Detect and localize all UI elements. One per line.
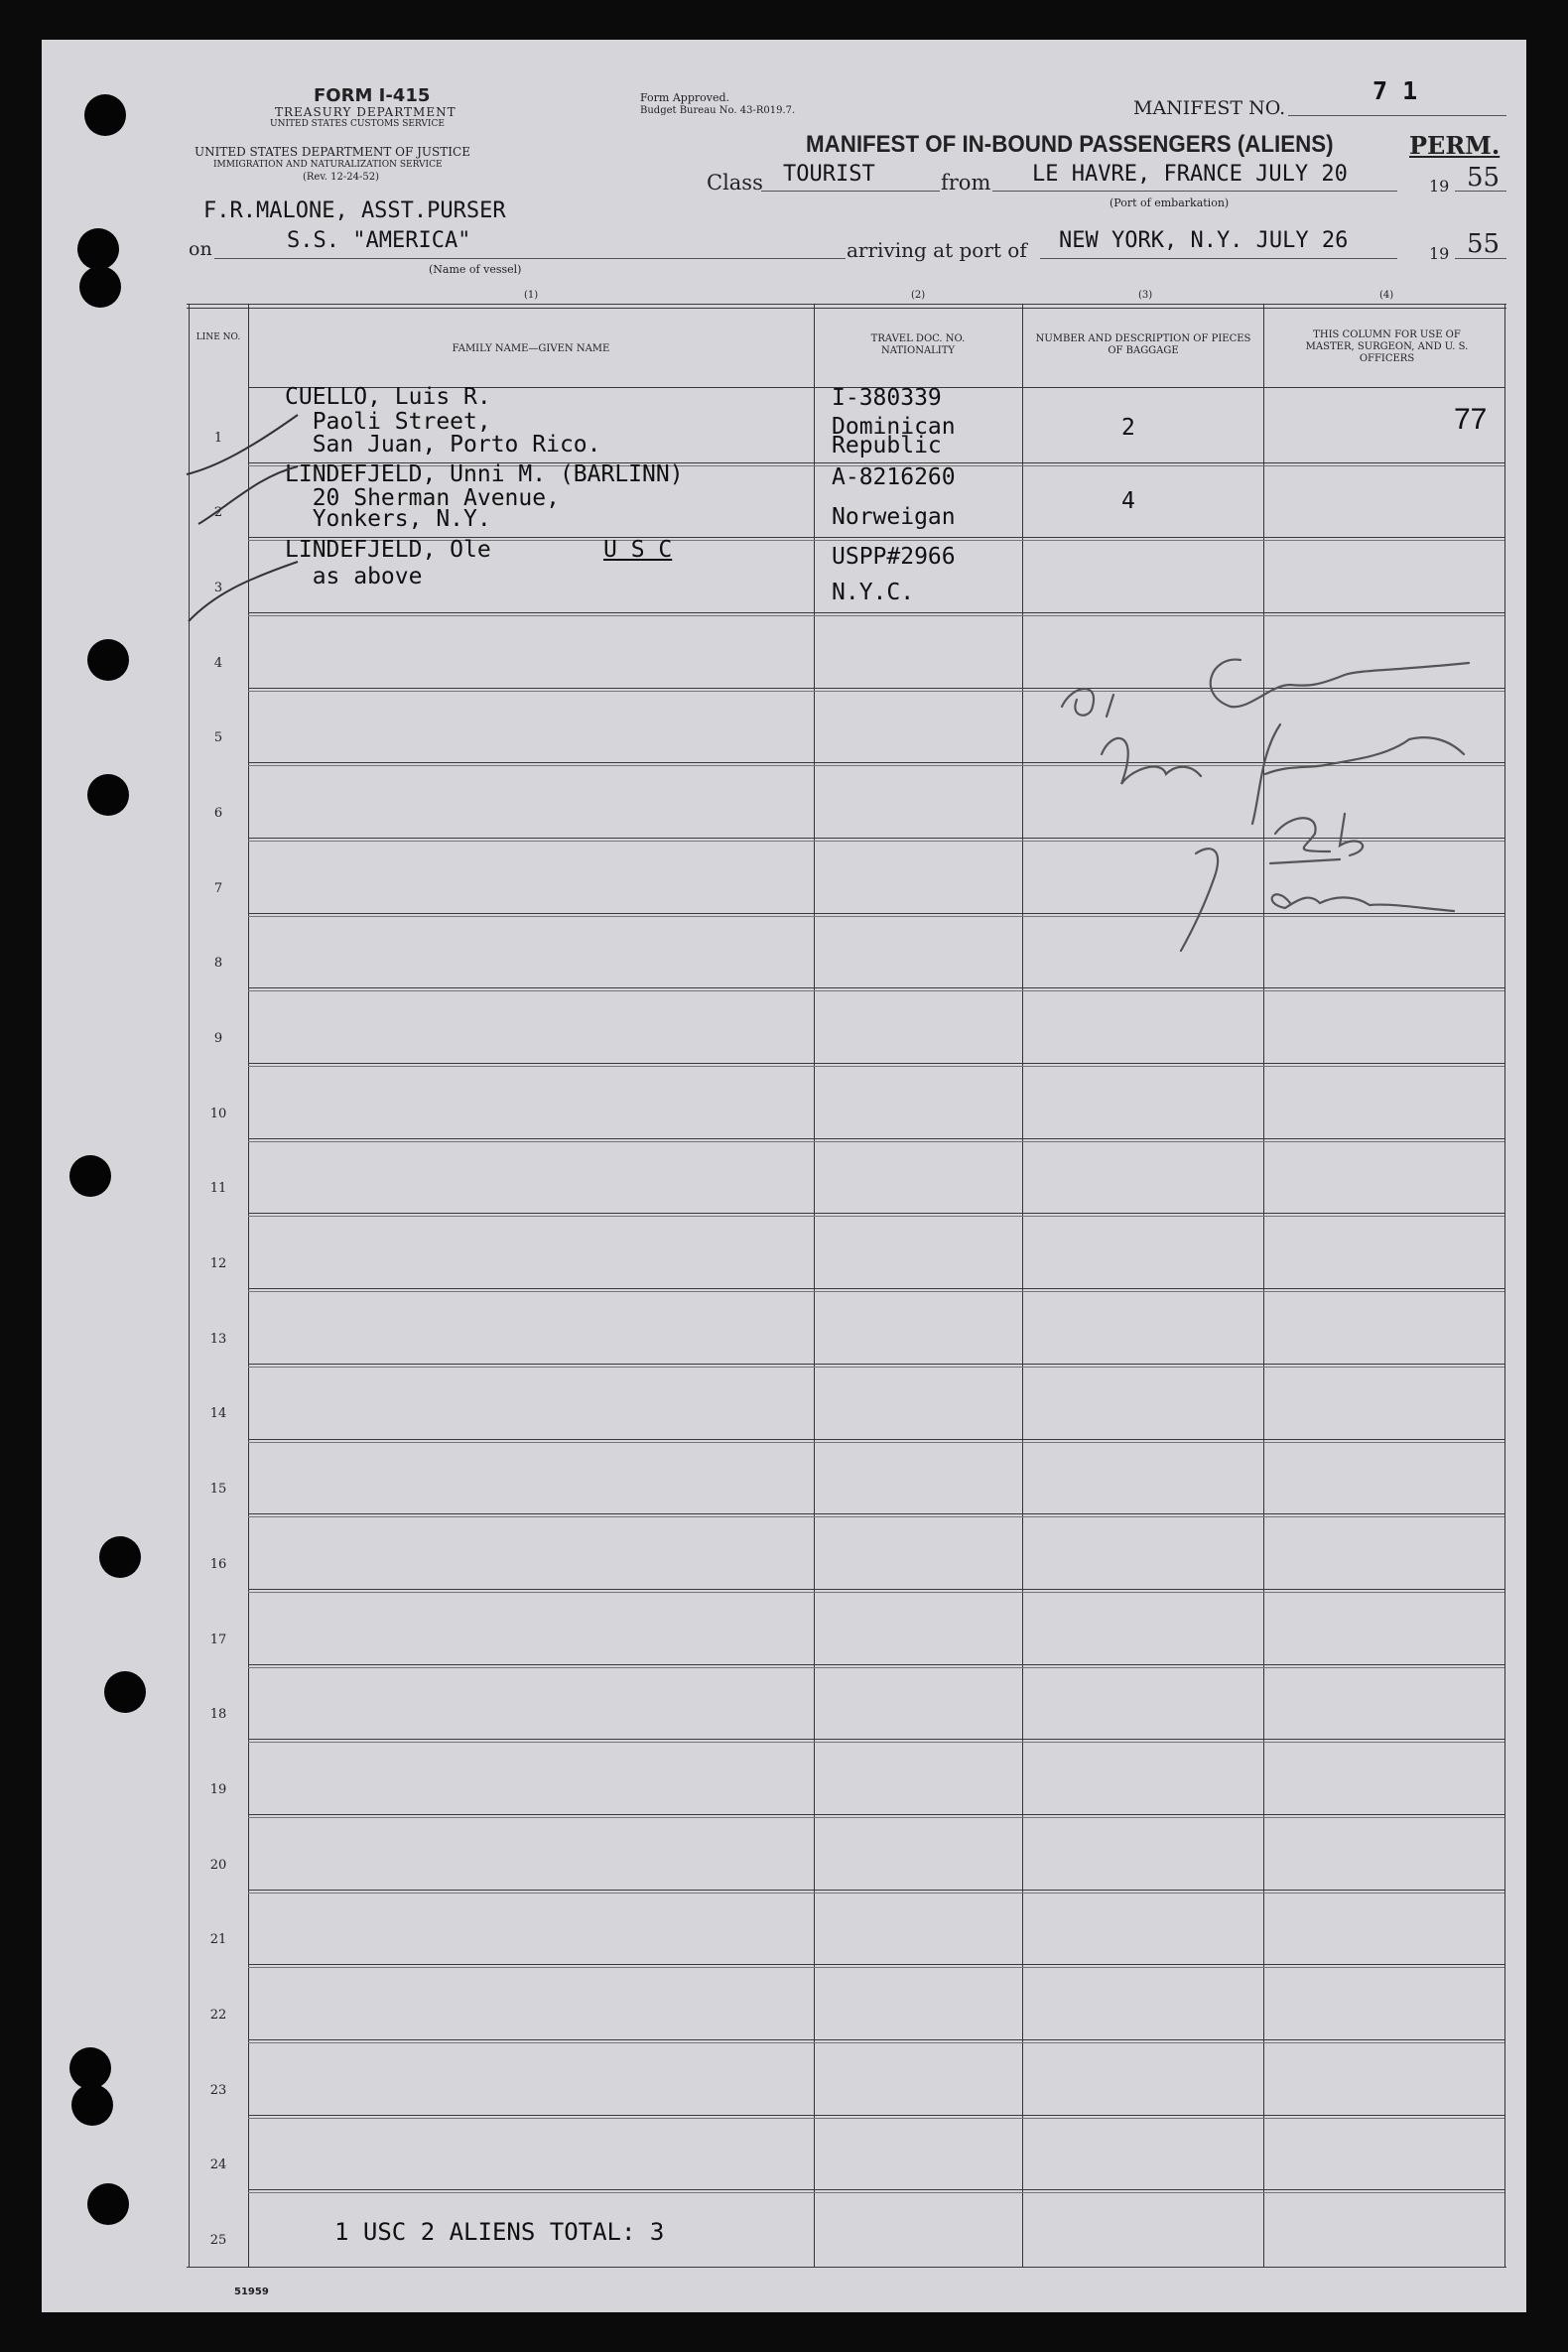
class-label: Class (707, 171, 763, 195)
entry-2-address-2: Yonkers, N.Y. (285, 506, 491, 532)
line-number: 16 (209, 1556, 227, 1572)
vessel-name-label: (Name of vessel) (429, 263, 522, 276)
line-number: 11 (209, 1181, 227, 1197)
line-number: 12 (209, 1256, 227, 1272)
total-summary: 1 USC 2 ALIENS TOTAL: 3 (334, 2218, 665, 2246)
entry-2-name: LINDEFJELD, Unni M. (BARLINN) (285, 461, 684, 487)
line-number: 3 (213, 580, 223, 595)
form-approved: Form Approved. (640, 91, 730, 104)
year-prefix-1: 19 (1429, 177, 1450, 196)
line-number: 18 (209, 1707, 227, 1723)
entry-1-nationality-1: Dominican (832, 414, 956, 440)
line-number: 7 (213, 880, 223, 896)
line-number: 4 (213, 655, 223, 671)
col-num-1: (1) (524, 290, 539, 301)
manifest-title-perm: PERM. (1409, 131, 1501, 160)
footer-form-code: 51959 (234, 2287, 269, 2297)
line-number: 8 (213, 956, 223, 972)
manifest-no-label: MANIFEST NO. (1133, 97, 1286, 119)
arriving-label: arriving at port of (847, 238, 1027, 262)
entry-3-citizen-tag: U S C (603, 537, 673, 563)
line-number: 22 (209, 2007, 227, 2023)
budget-bureau: Budget Bureau No. 43-R019.7. (640, 105, 796, 116)
entry-2-baggage: 4 (1121, 488, 1135, 514)
entry-3-doc-no: USPP#2966 (832, 544, 956, 570)
line-number: 20 (209, 1857, 227, 1873)
line-number: 2 (213, 505, 223, 521)
line-number: 1 (213, 430, 223, 446)
form-number: FORM I-415 (314, 85, 431, 106)
entry-1-baggage: 2 (1121, 415, 1135, 441)
treasury-department: TREASURY DEPARTMENT (275, 105, 457, 119)
year-2: 55 (1467, 229, 1501, 259)
header-line-no: LINE NO. (196, 332, 241, 342)
class-value: TOURIST (783, 162, 875, 187)
line-number: 25 (209, 2232, 227, 2248)
line-number: 13 (209, 1331, 227, 1347)
line-number: 15 (209, 1482, 227, 1498)
col-num-3: (3) (1138, 290, 1153, 301)
entry-1-nationality-2: Republic (832, 433, 942, 458)
line-number: 14 (209, 1406, 227, 1422)
header-baggage: NUMBER AND DESCRIPTION OF PIECES OF BAGGAGE (1035, 333, 1251, 356)
from-label: from (941, 171, 991, 195)
line-number: 5 (213, 730, 223, 746)
manifest-no-value: 7 1 (1372, 76, 1418, 105)
line-number: 21 (209, 1932, 227, 1948)
manifest-title: MANIFEST OF IN-BOUND PASSENGERS (ALIENS) (806, 131, 1334, 158)
col-num-4: (4) (1379, 290, 1394, 301)
customs-service: UNITED STATES CUSTOMS SERVICE (270, 119, 445, 129)
year-prefix-2: 19 (1429, 244, 1450, 263)
line-number: 17 (209, 1632, 227, 1647)
from-value: LE HAVRE, FRANCE JULY 20 (1032, 162, 1348, 187)
entry-1-address-2: San Juan, Porto Rico. (285, 432, 601, 457)
year-1: 55 (1467, 163, 1501, 193)
ins-service: IMMIGRATION AND NATURALIZATION SERVICE (213, 160, 443, 170)
entry-2-nationality: Norweigan (832, 504, 956, 530)
entry-2-address-1: 20 Sherman Avenue, (285, 485, 560, 511)
entry-1-officer-mark: 77 (1454, 403, 1488, 436)
header-use: THIS COLUMN FOR USE OF MASTER, SURGEON, AND U. S. OFFICERS (1305, 329, 1469, 364)
entry-3-name: LINDEFJELD, Ole (285, 537, 491, 563)
justice-department: UNITED STATES DEPARTMENT OF JUSTICE (195, 145, 470, 159)
entry-2-doc-no: A-8216260 (832, 464, 956, 490)
line-number: 10 (209, 1106, 227, 1121)
port-embarkation-label: (Port of embarkation) (1110, 196, 1230, 209)
col-num-2: (2) (911, 290, 926, 301)
entry-3-doc-place: N.Y.C. (832, 580, 915, 605)
line-number: 9 (213, 1031, 223, 1047)
line-number: 24 (209, 2157, 227, 2173)
purser-name: F.R.MALONE, ASST.PURSER (203, 198, 506, 223)
entry-1-doc-no: I-380339 (832, 385, 942, 411)
entry-1-address-1: Paoli Street, (285, 409, 491, 435)
vessel-name: S.S. "AMERICA" (287, 228, 471, 253)
header-name: FAMILY NAME—GIVEN NAME (452, 343, 610, 354)
line-number: 6 (213, 806, 223, 822)
form-revision: (Rev. 12-24-52) (303, 172, 380, 183)
entry-3-address: as above (285, 564, 423, 589)
arriving-value: NEW YORK, N.Y. JULY 26 (1059, 228, 1349, 253)
line-number: 19 (209, 1781, 227, 1797)
line-number: 23 (209, 2082, 227, 2098)
header-doc: TRAVEL DOC. NO. NATIONALITY (870, 333, 966, 356)
entry-1-name: CUELLO, Luis R. (285, 384, 491, 410)
on-label: on (189, 238, 212, 260)
